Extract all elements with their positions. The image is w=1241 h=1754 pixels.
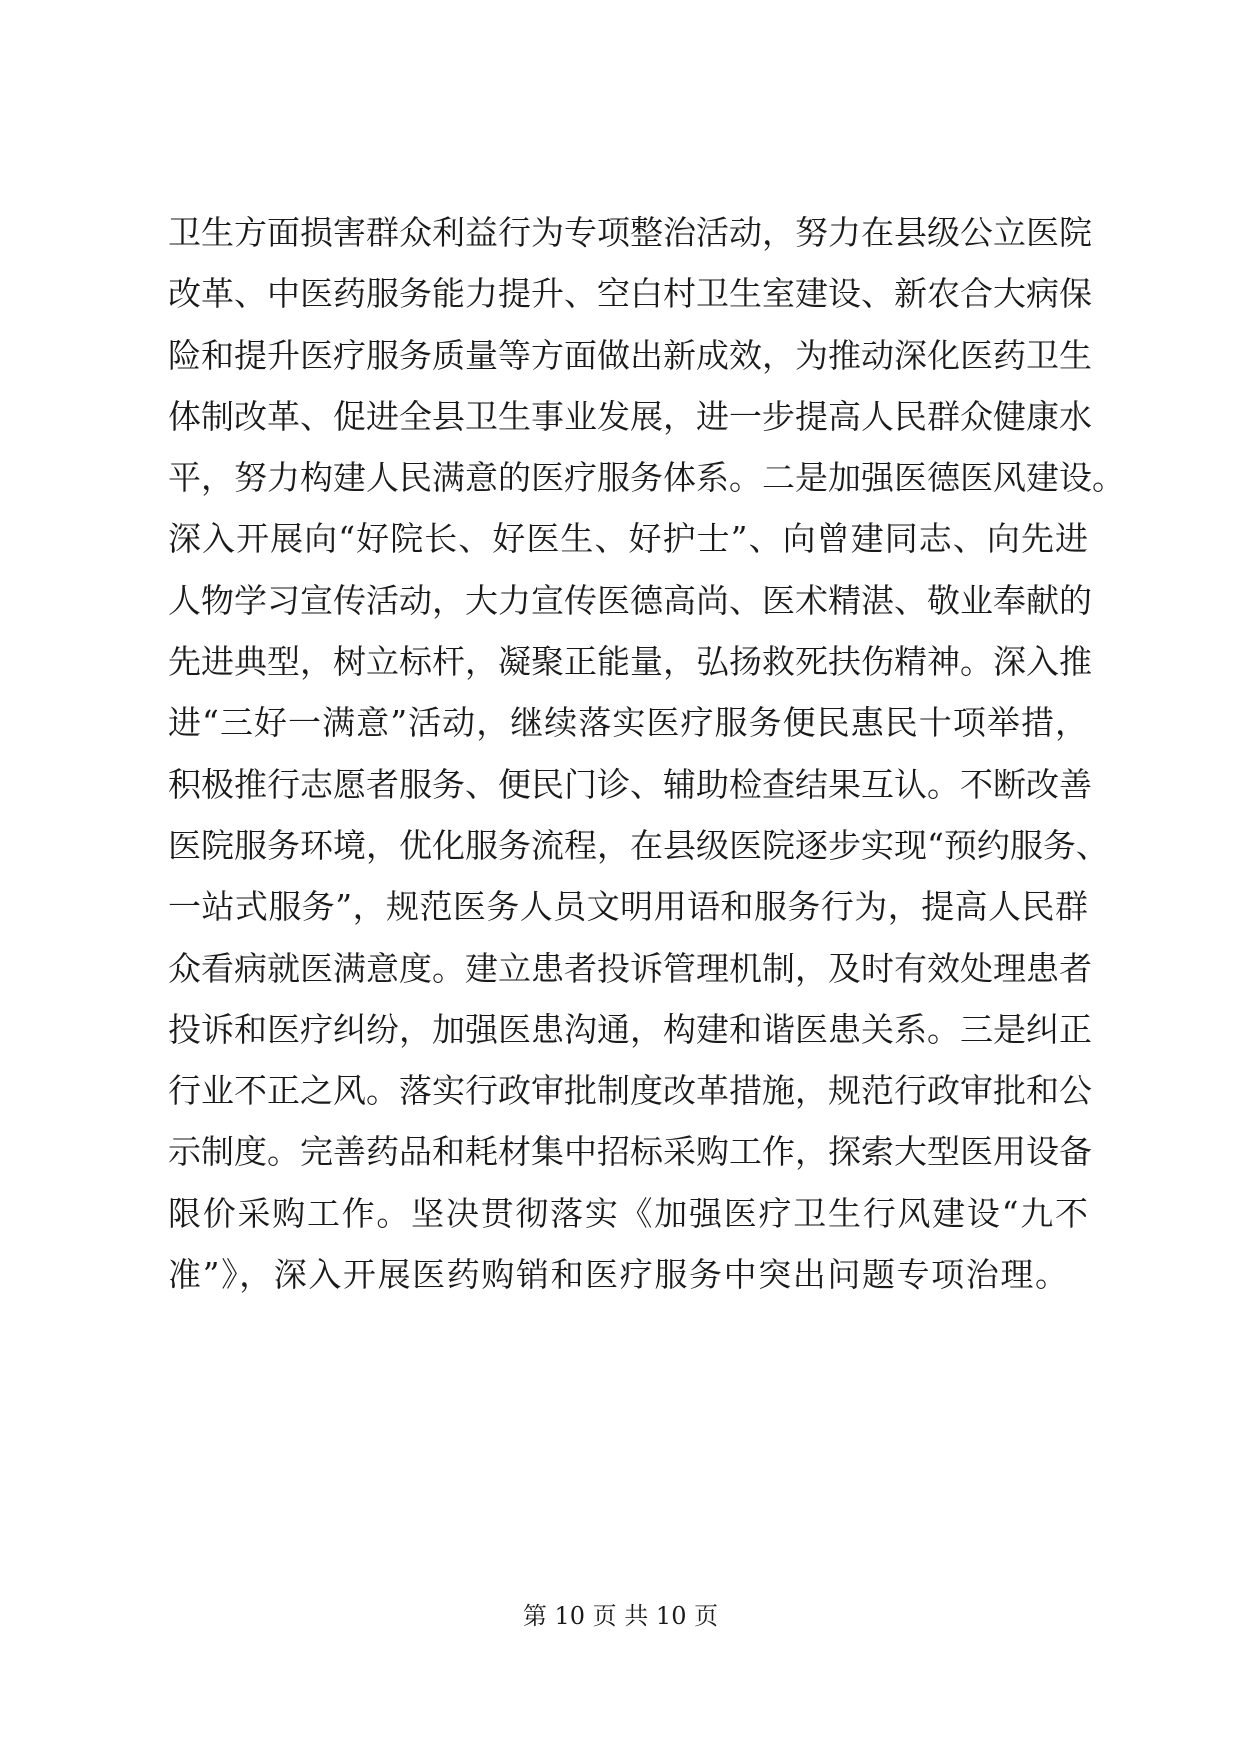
text-line: 先进典型，树立标杆，凝聚正能量，弘扬救死扶伤精神。深入推 <box>168 642 1092 682</box>
text-line: 卫生方面损害群众利益行为专项整治活动，努力在县级公立医院 <box>168 213 1092 252</box>
text-line: 投诉和医疗纠纷，加强医患沟通，构建和谐医患关系。三是纠正 <box>168 1009 1092 1049</box>
text-line: 医院服务环境，优化服务流程，在县级医院逐步实现“预约服务、 <box>168 825 1109 865</box>
text-line: 一站式服务”，规范医务人员文明用语和服务行为，提高人民群 <box>168 887 1088 927</box>
text-line: 改革、中医药服务能力提升、空白村卫生室建设、新农合大病保 <box>168 274 1092 314</box>
text-line: 险和提升医疗服务质量等方面做出新成效，为推动深化医药卫生 <box>168 335 1092 375</box>
text-line: 进“三好一满意”活动，继续落实医疗服务便民惠民十项举措， <box>168 703 1088 743</box>
text-line: 平，努力构建人民满意的医疗服务体系。二是加强医德医风建设。 <box>168 458 1125 498</box>
text-line: 准”》，深入开展医药购销和医疗服务中突出问题专项治理。 <box>168 1255 1070 1295</box>
text-line: 积极推行志愿者服务、便民门诊、辅助检查结果互认。不断改善 <box>168 764 1092 804</box>
text-line: 行业不正之风。落实行政审批制度改革措施，规范行政审批和公 <box>168 1071 1092 1111</box>
text-line: 示制度。完善药品和耗材集中招标采购工作，探索大型医用设备 <box>168 1132 1092 1172</box>
text-line: 体制改革、促进全县卫生事业发展，进一步提高人民群众健康水 <box>168 396 1092 436</box>
text-line: 深入开展向“好院长、好医生、好护士”、向曾建同志、向先进 <box>168 519 1088 559</box>
body-text <box>168 202 1125 1305</box>
text-line: 限价采购工作。坚决贯彻落实《加强医疗卫生行风建设“九不 <box>168 1193 1088 1233</box>
text-line: 人物学习宣传活动，大力宣传医德高尚、医术精湛、敬业奉献的 <box>168 580 1092 620</box>
page-number-footer: 第 10 页 共 10 页 <box>522 1602 719 1630</box>
text-line: 众看病就医满意度。建立患者投诉管理机制，及时有效处理患者 <box>168 948 1092 988</box>
